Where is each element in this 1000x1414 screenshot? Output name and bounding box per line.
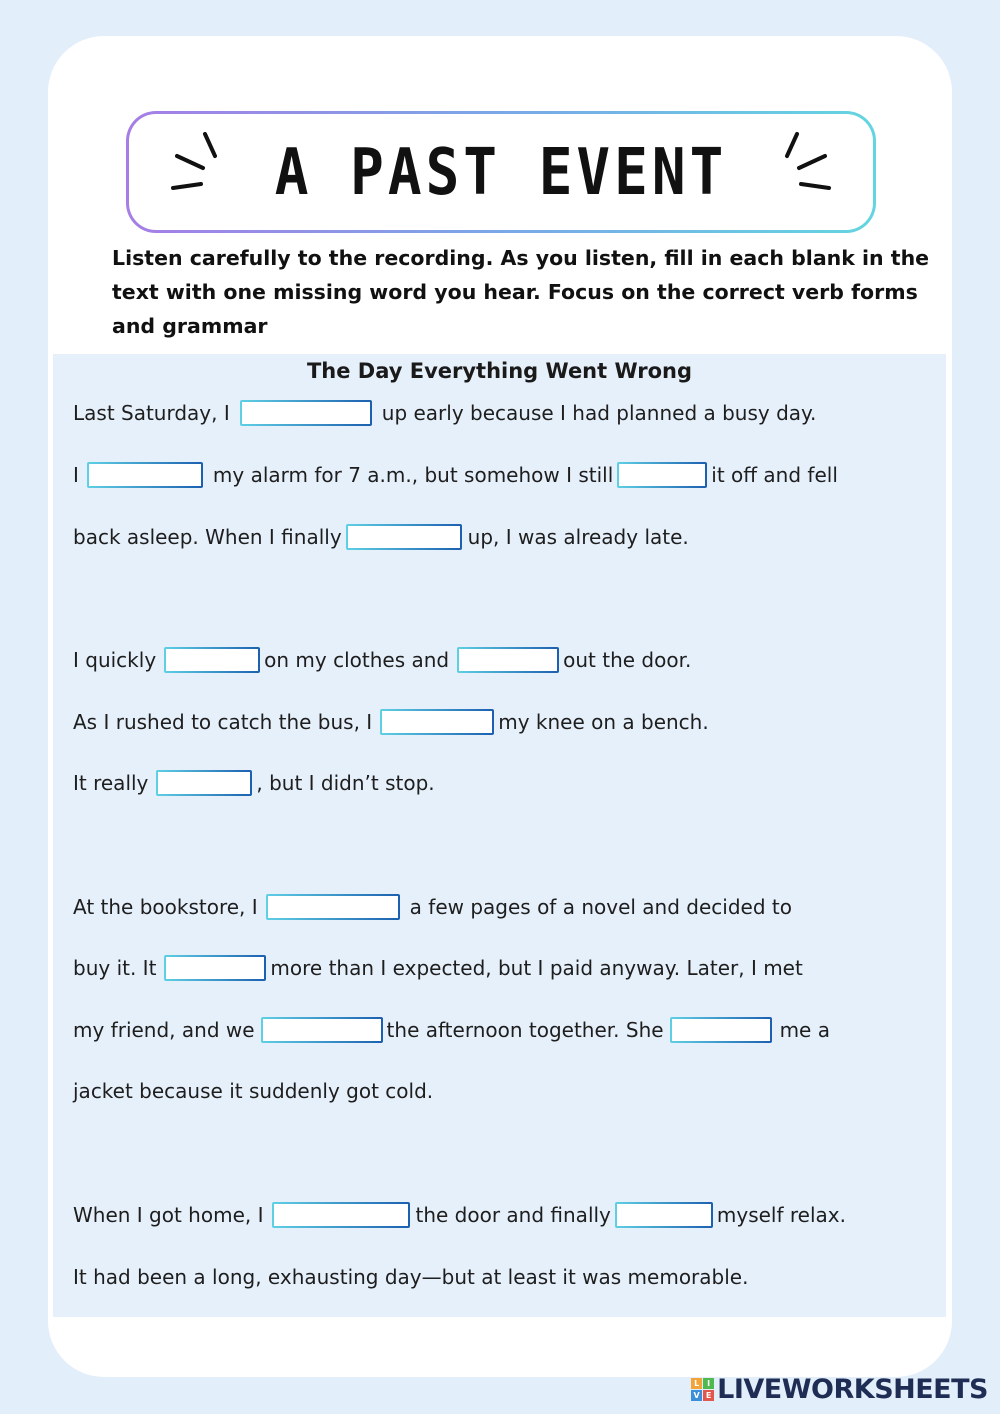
line-text: up, I was already late. <box>467 525 689 549</box>
story-line-12 <box>73 1257 748 1297</box>
line-text: When I got home, I <box>73 1203 264 1227</box>
story-line-2 <box>73 455 838 495</box>
story-line-8 <box>73 948 803 988</box>
story-line-4 <box>73 640 691 680</box>
blank-14[interactable] <box>615 1202 713 1228</box>
line-text: more than I expected, but I paid anyway. Later, I met <box>270 956 803 980</box>
line-text: out the door. <box>563 648 692 672</box>
logo-mark-letter: V <box>691 1390 702 1401</box>
line-text: my knee on a bench. <box>498 710 709 734</box>
line-text: I <box>73 463 79 487</box>
page-title: A PAST EVENT <box>274 134 728 210</box>
blank-3[interactable] <box>617 462 707 488</box>
blank-4[interactable] <box>346 524 462 550</box>
line-text: It really <box>73 771 149 795</box>
burst-left-icon <box>169 128 229 198</box>
blank-2[interactable] <box>87 462 203 488</box>
blank-1[interactable] <box>240 400 372 426</box>
blank-6[interactable] <box>457 647 559 673</box>
story-line-1 <box>73 393 816 433</box>
line-text: the door and finally <box>415 1203 611 1227</box>
story-line-3 <box>73 517 689 557</box>
logo-mark-letter: L <box>691 1378 702 1389</box>
blank-7[interactable] <box>380 709 494 735</box>
story-line-10 <box>73 1071 433 1111</box>
blank-11[interactable] <box>261 1017 383 1043</box>
line-text: back asleep. When I finally <box>73 525 342 549</box>
line-text: my friend, and we <box>73 1018 255 1042</box>
logo-mark-letter: I <box>703 1378 714 1389</box>
line-text: jacket because it suddenly got cold. <box>73 1079 434 1103</box>
line-text: my alarm for 7 a.m., but somehow I still <box>212 463 614 487</box>
liveworksheets-logo <box>691 1374 988 1405</box>
line-text: Last Saturday, I <box>73 401 230 425</box>
line-text: , but I didn’t stop. <box>256 771 435 795</box>
line-text: the afternoon together. She <box>386 1018 664 1042</box>
logo-mark-letter: E <box>703 1390 714 1401</box>
line-text: on my clothes and <box>264 648 450 672</box>
burst-right-icon <box>773 128 833 198</box>
story-title: The Day Everything Went Wrong <box>306 359 693 383</box>
story-line-11 <box>73 1195 846 1235</box>
blank-13[interactable] <box>272 1202 410 1228</box>
line-text: I quickly <box>73 648 157 672</box>
story-line-7 <box>73 887 792 927</box>
line-text: myself relax. <box>716 1203 846 1227</box>
line-text: up early because I had planned a busy day. <box>381 401 817 425</box>
instructions: Listen carefully to the recording. As you listen, fill in each blank in the text with one missing word you hear. Focus on the correct verb forms and grammar <box>112 246 930 338</box>
line-text: It had been a long, exhausting day—but at least it was memorable. <box>73 1265 749 1289</box>
line-text: buy it. It <box>73 956 157 980</box>
logo-mark-icon <box>691 1378 714 1401</box>
blank-9[interactable] <box>266 894 400 920</box>
story-panel <box>53 354 946 1317</box>
line-text: As I rushed to catch the bus, I <box>73 710 373 734</box>
story-line-5 <box>73 702 709 742</box>
story-line-6 <box>73 763 435 803</box>
blank-12[interactable] <box>670 1017 772 1043</box>
line-text: a few pages of a novel and decided to <box>409 895 792 919</box>
story-line-9 <box>73 1010 830 1050</box>
line-text: At the bookstore, I <box>73 895 258 919</box>
blank-5[interactable] <box>164 647 260 673</box>
blank-8[interactable] <box>156 770 252 796</box>
line-text: it off and fell <box>711 463 838 487</box>
line-text: me a <box>779 1018 830 1042</box>
logo-text: LIVEWORKSHEETS <box>717 1374 988 1405</box>
blank-10[interactable] <box>164 955 266 981</box>
title-banner <box>126 111 876 233</box>
